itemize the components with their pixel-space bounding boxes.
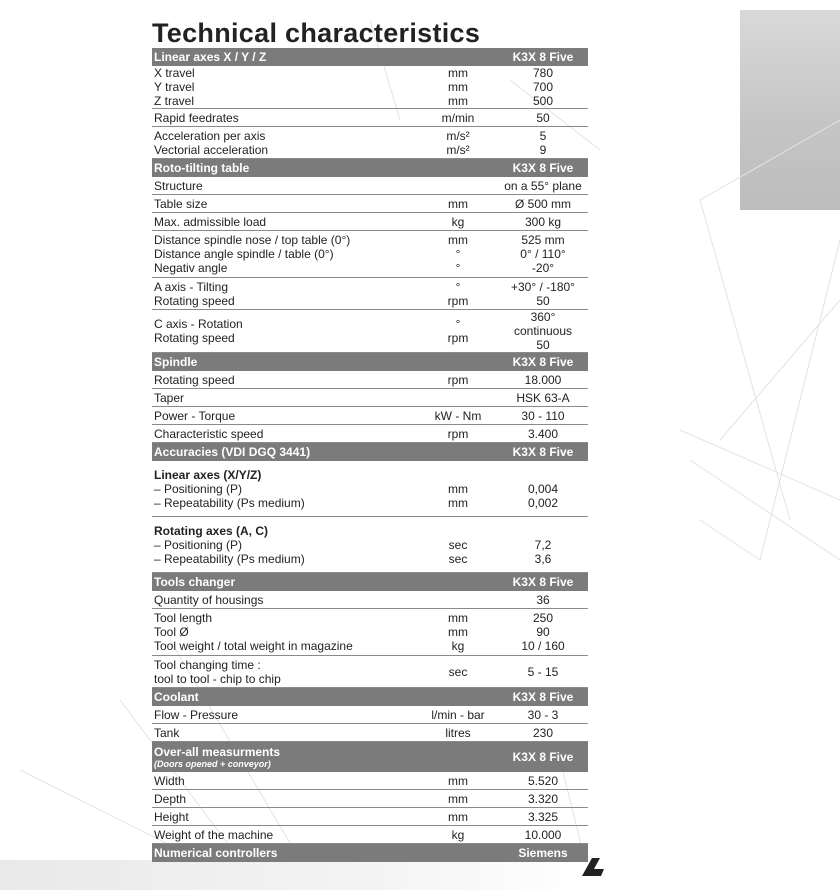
- spec-unit-line: mm: [448, 791, 468, 806]
- spec-value-line: 250: [532, 611, 554, 625]
- spec-row: [152, 826, 588, 844]
- spec-value: [498, 389, 588, 407]
- spec-label-line: – Positioning (P): [154, 537, 243, 552]
- spec-label: [152, 109, 418, 127]
- spec-unit: [418, 66, 498, 109]
- section-header-spindle: [152, 353, 588, 371]
- spec-value: [498, 278, 588, 310]
- spec-value-line: 230: [532, 725, 554, 740]
- section-header-coolant: [152, 688, 588, 706]
- spec-row: [152, 66, 588, 109]
- spec-label-line: Z travel: [154, 94, 195, 108]
- spec-value-line: 3.400: [527, 426, 559, 441]
- spec-unit-line: sec: [448, 664, 468, 679]
- spec-row: [152, 656, 588, 688]
- spec-unit-line: kg: [451, 214, 465, 229]
- spec-label-line: – Positioning (P): [154, 481, 243, 496]
- spec-label-line: Characteristic speed: [154, 426, 264, 441]
- section-title: [152, 353, 418, 371]
- spec-unit-line: mm: [448, 196, 468, 211]
- section-title: [152, 742, 418, 772]
- spec-unit: [418, 407, 498, 425]
- spec-row: [152, 213, 588, 231]
- spec-value-line: 300 kg: [524, 214, 562, 229]
- brand-logo-icon: [578, 858, 608, 876]
- spec-unit: [418, 808, 498, 826]
- spec-unit-line: mm: [448, 809, 468, 824]
- spec-label-line: Quantity of housings: [154, 592, 264, 607]
- spec-value: [498, 772, 588, 790]
- spec-row: [152, 772, 588, 790]
- spec-label-line: – Repeatability (Ps medium): [154, 551, 305, 566]
- spec-value-line: -20°: [531, 261, 555, 275]
- spec-unit: [418, 213, 498, 231]
- spec-value: [498, 724, 588, 742]
- spec-row: [152, 425, 588, 443]
- spec-unit-line: kg: [451, 639, 465, 653]
- section-unit-header: [418, 443, 498, 461]
- spec-value-line: 700: [532, 80, 554, 94]
- section-unit-header: [418, 159, 498, 177]
- spec-value-line: 525 mm: [521, 233, 565, 247]
- spec-unit-line: rpm: [447, 426, 469, 441]
- section-model: K3X 8 Five: [498, 48, 588, 66]
- spec-row: [152, 278, 588, 310]
- spec-label: [152, 790, 418, 808]
- section-unit-header: [418, 573, 498, 591]
- section-title: [152, 48, 418, 66]
- spec-unit: [418, 706, 498, 724]
- spec-value: [498, 461, 588, 517]
- spec-value: [498, 66, 588, 109]
- spec-label: [152, 461, 418, 517]
- spec-unit: [418, 591, 498, 609]
- spec-value: [498, 591, 588, 609]
- spec-label: [152, 66, 418, 109]
- controller-value: Siemens: [498, 844, 588, 862]
- spec-unit-line: litres: [445, 725, 471, 740]
- section-title-text: Roto-tilting table: [154, 160, 250, 175]
- spec-label: [152, 310, 418, 353]
- spec-unit-line: l/min - bar: [431, 707, 485, 722]
- page-title: Technical characteristics: [152, 18, 481, 48]
- spec-row: [152, 389, 588, 407]
- spec-unit-line: mm: [448, 611, 468, 625]
- spec-label-line: Linear axes (X/Y/Z): [154, 467, 262, 482]
- spec-value: [498, 407, 588, 425]
- spec-label: [152, 808, 418, 826]
- section-title: Numerical controllers: [152, 844, 418, 862]
- section-title-text: Coolant: [154, 689, 199, 704]
- spec-label-line: Taper: [154, 390, 185, 405]
- spec-label: [152, 177, 418, 195]
- spec-value-line: +30° / -180°: [511, 279, 575, 294]
- spec-label-line: Weight of the machine: [154, 827, 274, 842]
- spec-label: [152, 389, 418, 407]
- spec-unit-line: [420, 468, 496, 482]
- spec-unit-line: mm: [448, 233, 468, 247]
- spec-label: [152, 425, 418, 443]
- spec-value: [498, 177, 588, 195]
- spec-unit-line: mm: [448, 625, 468, 639]
- spec-label-line: Tool changing time :: [154, 657, 261, 672]
- spec-label-line: Rotating speed: [154, 293, 235, 308]
- section-subtitle: (Doors opened + conveyor): [154, 758, 271, 769]
- spec-unit: [418, 109, 498, 127]
- spec-unit: [418, 772, 498, 790]
- section-title: [152, 573, 418, 591]
- section-title: [152, 688, 418, 706]
- spec-label-line: Max. admissible load: [154, 214, 267, 229]
- spec-unit-line: m/s²: [446, 128, 470, 143]
- spec-unit: [418, 371, 498, 389]
- spec-row: [152, 790, 588, 808]
- spec-value-line: 5: [539, 128, 547, 143]
- section-title-text: Linear axes X / Y / Z: [154, 49, 267, 64]
- section-model: K3X 8 Five: [498, 353, 588, 371]
- section-unit-header: [418, 353, 498, 371]
- spec-unit-line: mm: [448, 80, 468, 94]
- spec-unit: [418, 231, 498, 278]
- spec-label: [152, 724, 418, 742]
- spec-unit-line: rpm: [447, 331, 469, 345]
- spec-label: [152, 772, 418, 790]
- spec-value: [498, 790, 588, 808]
- spec-row: [152, 310, 588, 353]
- spec-row: [152, 407, 588, 425]
- spec-value-line: 18.000: [524, 372, 562, 387]
- section-title-text: Over-all measurments: [154, 744, 281, 759]
- section-model: K3X 8 Five: [498, 688, 588, 706]
- spec-row: [152, 706, 588, 724]
- spec-value: [498, 109, 588, 127]
- spec-table: [152, 48, 588, 862]
- spec-value-line: 3.320: [527, 791, 559, 806]
- spec-label-line: Rotating speed: [154, 372, 235, 387]
- spec-label-line: Y travel: [154, 80, 195, 94]
- spec-label-line: Rotating speed: [154, 331, 235, 345]
- spec-label-line: Negativ angle: [154, 261, 228, 275]
- spec-value: [498, 706, 588, 724]
- spec-label-line: Vectorial acceleration: [154, 142, 269, 157]
- spec-row: [152, 109, 588, 127]
- section-model: K3X 8 Five: [498, 443, 588, 461]
- spec-unit: [418, 127, 498, 159]
- spec-unit: [418, 310, 498, 353]
- spec-label: [152, 706, 418, 724]
- document: [152, 18, 584, 862]
- spec-value-line: 50: [536, 338, 550, 352]
- spec-value: [498, 517, 588, 573]
- spec-row: [152, 517, 588, 573]
- spec-label: [152, 407, 418, 425]
- spec-value-line: 90: [536, 625, 550, 639]
- spec-row: [152, 177, 588, 195]
- spec-unit-line: rpm: [447, 372, 469, 387]
- spec-unit-line: rpm: [447, 293, 469, 308]
- spec-label: [152, 591, 418, 609]
- section-title: [152, 443, 418, 461]
- section-header-tools: [152, 573, 588, 591]
- spec-label: [152, 231, 418, 278]
- spec-unit: [418, 177, 498, 195]
- section-unit-header: [418, 688, 498, 706]
- spec-unit: [418, 826, 498, 844]
- spec-label: [152, 278, 418, 310]
- spec-value-line: 7,2: [534, 537, 552, 552]
- spec-unit-line: mm: [448, 773, 468, 788]
- spec-value: [498, 371, 588, 389]
- spec-label: [152, 195, 418, 213]
- spec-unit-line: kW - Nm: [434, 408, 482, 423]
- spec-label-line: – Repeatability (Ps medium): [154, 495, 305, 510]
- spec-label-line: X travel: [154, 66, 195, 80]
- section-title-text: Tools changer: [154, 574, 236, 589]
- spec-value-line: 50: [536, 293, 550, 308]
- spec-row: [152, 808, 588, 826]
- spec-label: [152, 127, 418, 159]
- spec-unit-line: °: [455, 247, 461, 261]
- spec-row: [152, 127, 588, 159]
- spec-row: [152, 724, 588, 742]
- spec-label-line: Table size: [154, 196, 208, 211]
- spec-value: [498, 195, 588, 213]
- spec-unit-line: kg: [451, 827, 465, 842]
- spec-value: [498, 213, 588, 231]
- spec-row: [152, 461, 588, 517]
- spec-row: [152, 195, 588, 213]
- spec-value: [498, 808, 588, 826]
- spec-label-line: Flow - Pressure: [154, 707, 239, 722]
- spec-value: [498, 127, 588, 159]
- spec-unit-line: sec: [448, 551, 468, 566]
- spec-value-line: 3,6: [534, 551, 552, 566]
- spec-row: [152, 231, 588, 278]
- section-header-overall: [152, 742, 588, 772]
- spec-value-line: 30 - 110: [521, 408, 565, 423]
- spec-unit-line: °: [455, 279, 461, 294]
- spec-value: [498, 425, 588, 443]
- spec-value-line: 500: [532, 94, 554, 108]
- spec-value-line: 30 - 3: [527, 707, 559, 722]
- spec-value-line: 780: [532, 66, 554, 80]
- spec-value: [498, 656, 588, 688]
- spec-value-line: 3.325: [527, 809, 559, 824]
- spec-unit: [418, 656, 498, 688]
- spec-label-line: Power - Torque: [154, 408, 236, 423]
- spec-value-line: 0,004: [527, 481, 559, 496]
- section-unit-header: [418, 844, 498, 862]
- spec-value-line: 10.000: [524, 827, 562, 842]
- spec-label-line: Depth: [154, 791, 187, 806]
- section-header-accuracy: [152, 443, 588, 461]
- spec-value-line: 0,002: [527, 495, 559, 510]
- spec-label-line: Distance spindle nose / top table (0°): [154, 233, 351, 247]
- section-model: K3X 8 Five: [498, 742, 588, 772]
- spec-label-line: Rotating axes (A, C): [154, 523, 269, 538]
- spec-label: [152, 213, 418, 231]
- spec-unit-line: mm: [448, 66, 468, 80]
- spec-label-line: Tool weight / total weight in magazine: [154, 639, 353, 653]
- spec-unit-line: °: [455, 317, 461, 331]
- spec-unit: [418, 790, 498, 808]
- spec-label-line: Tool length: [154, 611, 213, 625]
- spec-unit-line: m/s²: [446, 142, 470, 157]
- spec-unit: [418, 389, 498, 407]
- spec-unit-line: mm: [448, 94, 468, 108]
- spec-unit: [418, 517, 498, 573]
- spec-value-line: 360° continuous: [513, 310, 573, 338]
- section-model: K3X 8 Five: [498, 159, 588, 177]
- spec-label: [152, 656, 418, 688]
- spec-value-line: 5 - 15: [527, 664, 559, 679]
- section-header-numerical: [152, 844, 588, 862]
- spec-label-line: Acceleration per axis: [154, 128, 266, 143]
- spec-value: [498, 826, 588, 844]
- section-model: K3X 8 Five: [498, 573, 588, 591]
- spec-unit-line: [420, 524, 496, 538]
- spec-unit: [418, 461, 498, 517]
- section-title-text: Spindle: [154, 354, 198, 369]
- spec-label-line: tool to tool - chip to chip: [154, 671, 281, 686]
- spec-label-line: Tool Ø: [154, 625, 189, 639]
- spec-value: [498, 231, 588, 278]
- spec-value-line: 5.520: [527, 773, 559, 788]
- spec-label-line: A axis - Tilting: [154, 279, 229, 294]
- spec-unit-line: mm: [448, 495, 468, 510]
- spec-value-line: 9: [539, 142, 547, 157]
- section-title: [152, 159, 418, 177]
- spec-label-line: Distance angle spindle / table (0°): [154, 247, 334, 261]
- spec-unit-line: mm: [448, 481, 468, 496]
- spec-label-line: Height: [154, 809, 189, 824]
- spec-unit: [418, 609, 498, 656]
- spec-value-line: 0° / 110°: [520, 247, 566, 261]
- spec-unit-line: sec: [448, 537, 468, 552]
- section-header-table: [152, 159, 588, 177]
- spec-value-line: HSK 63-A: [516, 390, 570, 405]
- spec-value-line: 36: [536, 592, 550, 607]
- spec-value-line: [500, 468, 586, 482]
- spec-label-line: Rapid feedrates: [154, 110, 239, 125]
- spec-value-line: 50: [536, 110, 550, 125]
- spec-label-line: Structure: [154, 178, 203, 193]
- spec-label: [152, 517, 418, 573]
- spec-unit: [418, 425, 498, 443]
- spec-value-line: [500, 524, 586, 538]
- spec-unit: [418, 724, 498, 742]
- section-header-linear: [152, 48, 588, 66]
- section-title-text: Accuracies (VDI DGQ 3441): [154, 444, 311, 459]
- section-unit-header: [418, 48, 498, 66]
- spec-unit-line: °: [455, 261, 461, 275]
- footer-band: [0, 860, 840, 890]
- section-unit-header: [418, 742, 498, 772]
- spec-row: [152, 591, 588, 609]
- spec-row: [152, 371, 588, 389]
- spec-unit-line: m/min: [441, 110, 475, 125]
- spec-label-line: Tank: [154, 725, 180, 740]
- spec-unit: [418, 278, 498, 310]
- spec-row: [152, 609, 588, 656]
- spec-label: [152, 609, 418, 656]
- spec-value-line: Ø 500 mm: [514, 196, 571, 211]
- spec-value: [498, 310, 588, 353]
- spec-unit: [418, 195, 498, 213]
- spec-label: [152, 826, 418, 844]
- spec-label-line: Width: [154, 773, 185, 788]
- spec-value: [498, 609, 588, 656]
- spec-label-line: C axis - Rotation: [154, 317, 243, 331]
- spec-value-line: 10 / 160: [521, 639, 565, 653]
- spec-label: [152, 371, 418, 389]
- spec-value-line: on a 55° plane: [504, 178, 582, 193]
